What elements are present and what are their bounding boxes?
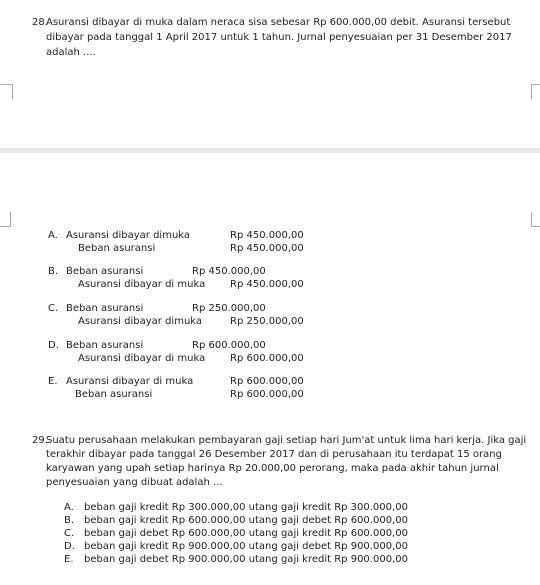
option-text: beban gaji debet Rp 900.000,00 utang gaji kredit Rp 900.000,00 xyxy=(84,554,408,565)
debit-account: Asuransi dibayar dimuka xyxy=(66,230,191,241)
credit-account: Beban asuransi xyxy=(78,243,156,254)
credit-account: Beban asuransi xyxy=(75,389,153,400)
option-letter: A. xyxy=(64,502,74,513)
option-letter: B. xyxy=(64,515,75,526)
question-line: karyawan yang upah setiap harinya Rp 20.000,00 perorang, maka pada akhir tahun jurnal xyxy=(46,463,499,474)
option-e[interactable] xyxy=(48,375,308,401)
option-a[interactable] xyxy=(48,229,308,255)
option-letter: D. xyxy=(64,541,75,552)
debit-amount: Rp 250.000,00 xyxy=(192,303,266,314)
option-a[interactable] xyxy=(64,502,408,514)
option-e[interactable] xyxy=(64,554,408,566)
credit-amount: Rp 600.000,00 xyxy=(230,389,304,400)
question-line: Asuransi dibayar di muka dalam neraca sisa sebesar Rp 600.000,00 debit. Asuransi tersebut xyxy=(46,17,511,28)
option-letter: C. xyxy=(48,303,59,314)
debit-amount: Rp 450.000,00 xyxy=(230,230,304,241)
question-line: terakhir dibayar pada tanggal 26 Desember 2017 dan di perusahaan itu terdapat 15 orang xyxy=(46,449,502,460)
option-letter: A. xyxy=(48,230,58,241)
option-text: beban gaji kredit Rp 300.000,00 utang gaji kredit Rp 300.000,00 xyxy=(84,502,408,513)
option-letter: B. xyxy=(48,266,59,277)
frame-corner-top-right xyxy=(531,84,540,99)
option-text: beban gaji kredit Rp 900.000,00 utang gaji debet Rp 900.000,00 xyxy=(84,541,408,552)
credit-account: Asuransi dibayar di muka xyxy=(78,279,206,290)
option-letter: E. xyxy=(64,554,74,565)
option-text: beban gaji debet Rp 600.000,00 utang gaji kredit Rp 600.000,00 xyxy=(84,528,408,539)
question-number: 28. xyxy=(32,17,48,28)
debit-account: Beban asuransi xyxy=(66,266,144,277)
debit-amount: Rp 450.000,00 xyxy=(192,266,266,277)
credit-amount: Rp 450.000,00 xyxy=(230,243,304,254)
credit-account: Asuransi dibayar di muka xyxy=(78,353,206,364)
option-letter: E. xyxy=(48,376,58,387)
question-line: penyesuaian yang dibuat adalah ... xyxy=(46,477,223,488)
option-d[interactable] xyxy=(64,541,408,553)
credit-amount: Rp 250.000,00 xyxy=(230,316,304,327)
option-b[interactable] xyxy=(48,265,308,291)
debit-account: Asuransi dibayar di muka xyxy=(66,376,194,387)
credit-amount: Rp 600.000,00 xyxy=(230,353,304,364)
question-line: adalah .... xyxy=(46,47,96,58)
section-divider xyxy=(0,148,540,153)
option-letter: D. xyxy=(48,340,59,351)
option-c[interactable] xyxy=(48,302,308,328)
option-letter: C. xyxy=(64,528,75,539)
question-line: dibayar pada tanggal 1 April 2017 untuk 1 tahun. Jurnal penyesuaian per 31 Desember 2017 xyxy=(46,32,512,43)
option-text: beban gaji kredit Rp 600.000,00 utang gaji debet Rp 600.000,00 xyxy=(84,515,408,526)
question-text xyxy=(46,15,522,60)
debit-amount: Rp 600.000,00 xyxy=(230,376,304,387)
question-line: Suatu perusahaan melakukan pembayaran gaji setiap hari Jum'at untuk lima hari kerja. Jika gaji xyxy=(46,435,527,446)
option-b[interactable] xyxy=(64,515,408,527)
credit-amount: Rp 450.000,00 xyxy=(230,279,304,290)
credit-account: Asuransi dibayar dimuka xyxy=(78,316,203,327)
frame-corner-top-left xyxy=(0,84,13,99)
option-d[interactable] xyxy=(48,339,308,365)
debit-account: Beban asuransi xyxy=(66,340,144,351)
option-c[interactable] xyxy=(64,528,408,540)
debit-amount: Rp 600.000,00 xyxy=(192,340,266,351)
question-text xyxy=(46,434,532,490)
frame-corner-bottom-left xyxy=(0,212,11,227)
debit-account: Beban asuransi xyxy=(66,303,144,314)
question-number: 29. xyxy=(32,435,48,446)
frame-corner-bottom-right xyxy=(531,212,540,227)
